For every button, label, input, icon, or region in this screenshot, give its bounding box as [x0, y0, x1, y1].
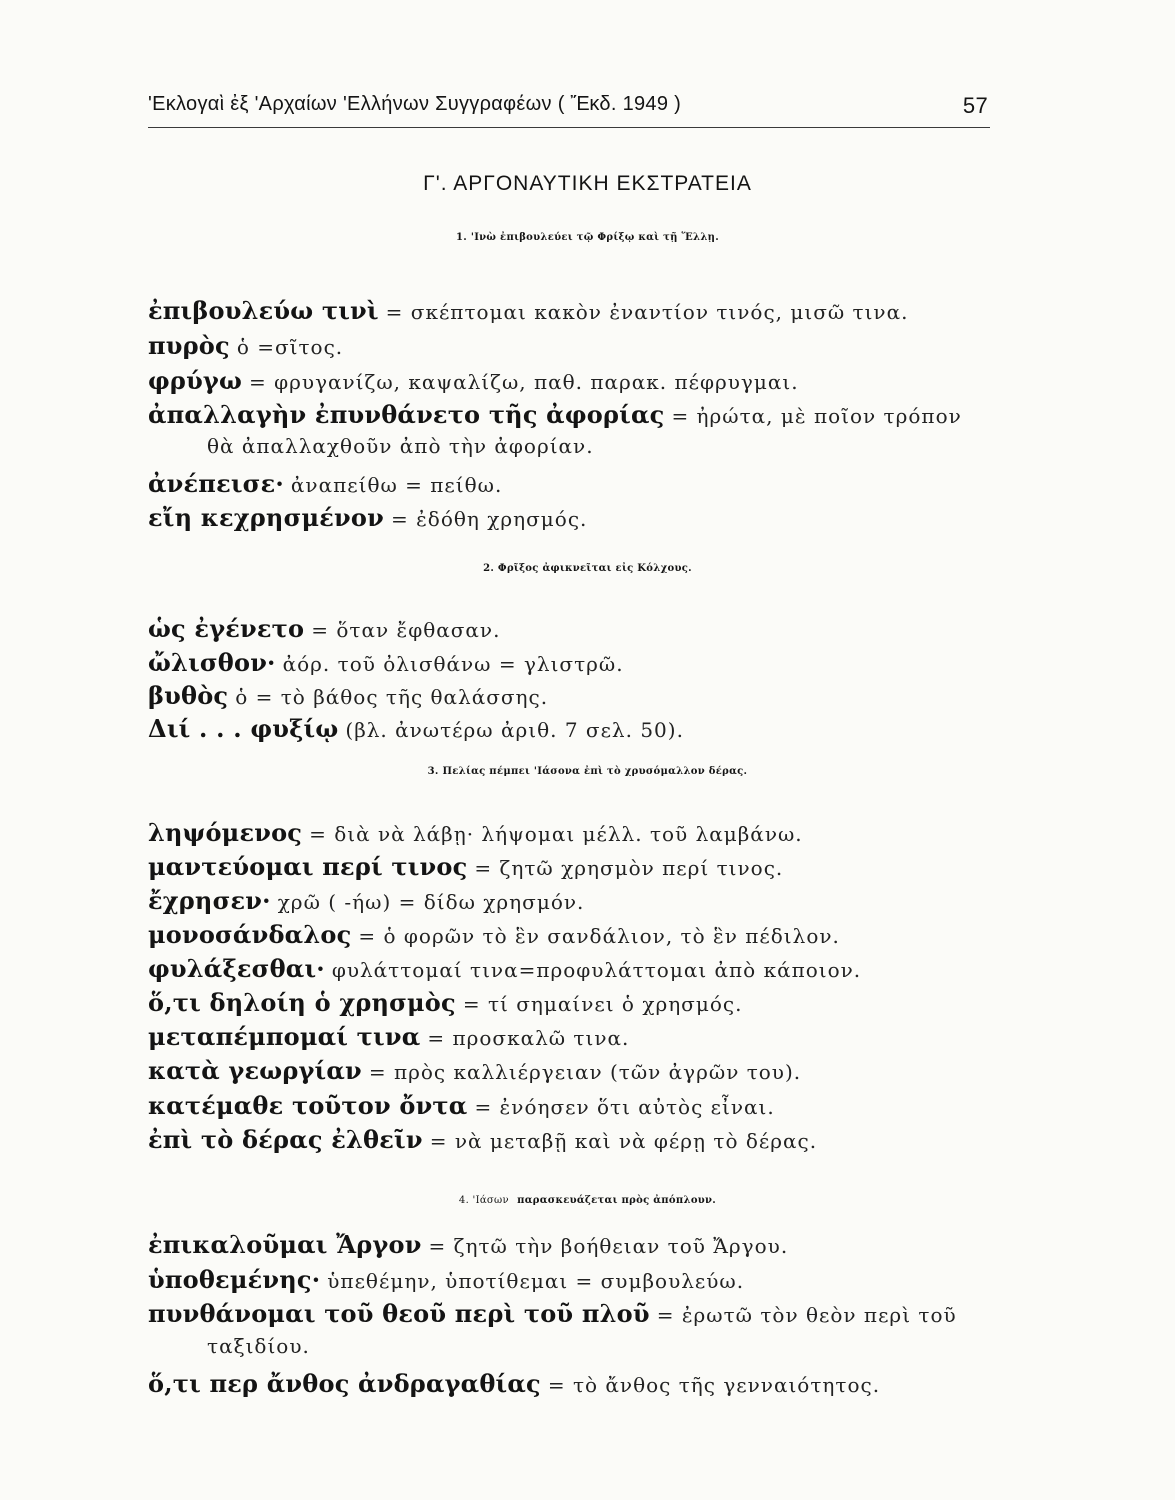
entry-term: πυρὸς	[148, 331, 230, 360]
entry-term: ἐπικαλοῦμαι Ἄργον	[148, 1230, 422, 1259]
glossary-entry	[148, 818, 1048, 847]
entry-definition: ἀόρ. τοῦ ὀλισθάνω = γλιστρῶ.	[282, 652, 624, 676]
entry-definition: = τί σημαίνει ὁ χρησμός.	[462, 992, 743, 1016]
glossary-entry	[148, 1022, 1048, 1051]
entry-definition: = φρυγανίζω, καψαλίζω, παθ. παρακ. πέφρυγμαι.	[249, 370, 799, 394]
entry-term: κατέμαθε τοῦτον ὄντα	[148, 1091, 468, 1120]
entry-definition: ταξιδίου.	[207, 1334, 310, 1358]
entry-definition: = νὰ μεταβῇ καὶ νὰ φέρῃ τὸ δέρας.	[429, 1129, 818, 1153]
section-heading-4	[0, 1180, 1175, 1209]
entry-term: ἐπιβουλεύω τινὶ	[148, 296, 379, 325]
entry-definition: (βλ. ἀνωτέρω ἀριθ. 7 σελ. 50).	[345, 718, 684, 742]
entry-term: ἔχρησεν·	[148, 886, 271, 915]
entry-term: Διί . . . φυξίῳ	[148, 714, 339, 743]
glossary-entry	[148, 988, 1048, 1017]
glossary-entry	[148, 1299, 1048, 1328]
entry-term: πυνθάνομαι τοῦ θεοῦ περὶ τοῦ πλοῦ	[148, 1299, 650, 1328]
entry-definition: = πρὸς καλλιέργειαν (τῶν ἀγρῶν του).	[368, 1060, 802, 1084]
entry-definition: = τὸ ἄνθος τῆς γενναιότητος.	[547, 1373, 881, 1397]
entry-term: μονοσάνδαλος	[148, 920, 352, 949]
entry-definition: = ὅταν ἔφθασαν.	[311, 618, 501, 642]
page-number: 57	[962, 93, 988, 118]
glossary-entry	[148, 366, 1048, 395]
entry-term: βυθὸς	[148, 681, 229, 710]
section-heading-number: 4. 'Ιάσων	[458, 1195, 509, 1206]
entry-term: ὑποθεμένης·	[148, 1265, 321, 1294]
entry-definition: = ζητῶ χρησμὸν περί τινος.	[474, 856, 784, 880]
entry-definition: ὁ = τὸ βάθος τῆς θαλάσσης.	[235, 685, 549, 709]
section-heading-2: 2. Φρῖξος ἀφικνεῖται εἰς Κόλχους.	[483, 563, 692, 574]
entry-term: ἀπαλλαγὴν ἐπυνθάνετο τῆς ἀφορίας	[148, 400, 665, 429]
entry-definition: = σκέπτομαι κακὸν ἐναντίον τινός, μισῶ τινα.	[385, 300, 909, 324]
entry-definition: ἀναπείθω = πείθω.	[290, 473, 503, 497]
entry-continuation	[207, 1334, 1107, 1359]
glossary-entry	[148, 469, 1048, 498]
glossary-entry	[148, 1265, 1048, 1294]
section-heading-text: παρασκευάζεται πρὸς ἀπόπλουν.	[517, 1195, 717, 1206]
entry-definition: χρῶ ( -ήω) = δίδω χρησμόν.	[277, 890, 585, 914]
entry-definition: = ζητῶ τὴν βοήθειαν τοῦ Ἄργου.	[428, 1234, 789, 1258]
glossary-entry	[148, 886, 1048, 915]
entry-definition: = ὁ φορῶν τὸ ἓν σανδάλιον, τὸ ἓν πέδιλον.	[358, 924, 840, 948]
book-title: 'Εκλογαὶ ἐξ 'Αρχαίων 'Ελλήνων Συγγραφέων ( Ἔκδ. 1949 )	[148, 93, 682, 115]
glossary-entry	[148, 714, 1048, 743]
entry-term: κατὰ γεωργίαν	[148, 1056, 362, 1085]
entry-definition: = ἠρώτα, μὲ ποῖον τρόπον	[671, 404, 962, 428]
section-heading-3: 3. Πελίας πέμπει 'Ιάσονα ἐπὶ τὸ χρυσόμαλλον δέρας.	[427, 766, 748, 777]
glossary-entry	[148, 852, 1048, 881]
glossary-entry	[148, 1230, 1048, 1259]
part-title: Γ'. ΑΡΓΟΝΑΥΤΙΚΗ ΕΚΣΤΡΑΤΕΙΑ	[423, 172, 752, 195]
entry-term: εἴη κεχρησμένον	[148, 503, 384, 532]
entry-term: φυλάξεσθαι·	[148, 954, 325, 983]
glossary-entry	[148, 1091, 1048, 1120]
glossary-entry	[148, 1369, 1048, 1398]
entry-term: ὅ,τι περ ἄνθος ἀνδραγαθίας	[148, 1369, 541, 1398]
glossary-entry	[148, 331, 1048, 360]
section-heading-1: 1. 'Ινὼ ἐπιβουλεύει τῷ Φρίξῳ καὶ τῇ Ἕλλῃ.	[455, 232, 720, 243]
glossary-entry	[148, 503, 1048, 532]
entry-definition: ὑπεθέμην, ὑποτίθεμαι = συμβουλεύω.	[327, 1269, 745, 1293]
glossary-entry	[148, 296, 1048, 325]
entry-term: ὤλισθον·	[148, 648, 276, 677]
entry-definition: = διὰ νὰ λάβῃ· λήψομαι μέλλ. τοῦ λαμβάνω.	[309, 822, 803, 846]
entry-definition: ὁ =σῖτος.	[236, 335, 344, 359]
entry-term: φρύγω	[148, 366, 243, 395]
entry-definition: θὰ ἀπαλλαχθοῦν ἀπὸ τὴν ἀφορίαν.	[207, 434, 594, 458]
glossary-entry	[148, 614, 1048, 643]
glossary-entry	[148, 1056, 1048, 1085]
entry-term: μεταπέμπομαί τινα	[148, 1022, 421, 1051]
glossary-entry	[148, 400, 1048, 429]
running-head	[148, 93, 990, 128]
entry-term: ἀνέπεισε·	[148, 469, 284, 498]
glossary-entry	[148, 920, 1048, 949]
entry-term: ὡς ἐγένετο	[148, 614, 305, 643]
entry-definition: = ἐνόησεν ὅτι αὐτὸς εἶναι.	[474, 1095, 775, 1119]
entry-definition: φυλάττομαί τινα=προφυλάττομαι ἀπὸ κάποιον.	[331, 958, 862, 982]
entry-definition: = ἐδόθη χρησμός.	[390, 507, 588, 531]
entry-continuation	[207, 434, 1107, 459]
entry-definition: = ἐρωτῶ τὸν θεὸν περὶ τοῦ	[656, 1303, 957, 1327]
glossary-entry	[148, 648, 1048, 677]
entry-term: ἐπὶ τὸ δέρας ἐλθεῖν	[148, 1125, 423, 1154]
entry-term: ὅ,τι δηλοίη ὁ χρησμὸς	[148, 988, 456, 1017]
entry-term: ληψόμενος	[148, 818, 303, 847]
entry-term: μαντεύομαι περί τινος	[148, 852, 468, 881]
glossary-entry	[148, 954, 1048, 983]
glossary-entry	[148, 681, 1048, 710]
glossary-entry	[148, 1125, 1048, 1154]
entry-definition: = προσκαλῶ τινα.	[427, 1026, 630, 1050]
